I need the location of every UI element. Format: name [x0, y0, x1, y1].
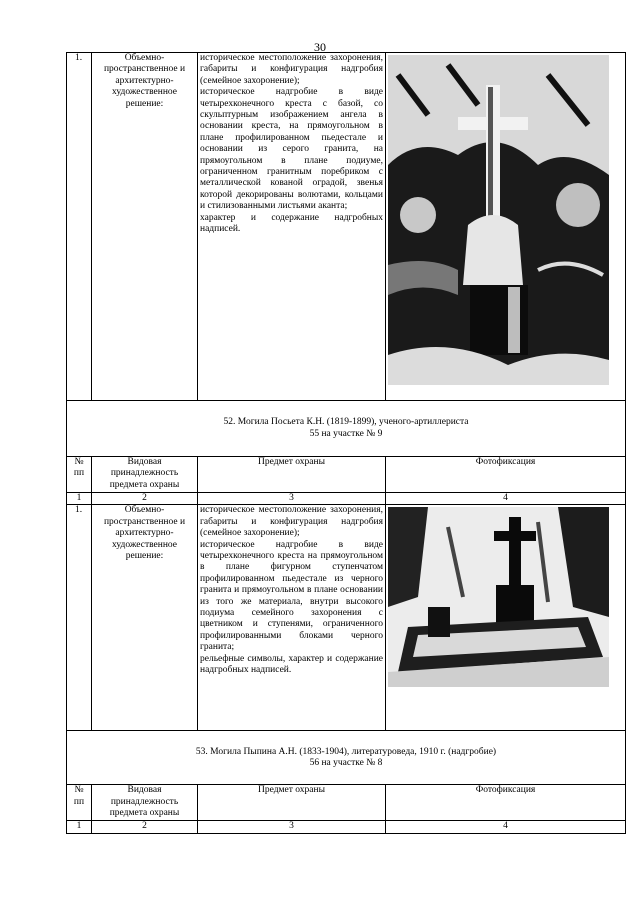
index-cell: 2 — [92, 821, 198, 833]
desc-paragraph: характер и содержание надгробных надписей. — [200, 212, 383, 235]
section-title-line: 53. Могила Пыпина А.Н. (1833-1904), литературоведа, 1910 г. (надгробие) — [195, 746, 497, 757]
photo-cell — [386, 505, 626, 731]
section-title-line: 52. Могила Посьета К.Н. (1819-1899), ученого-артиллериста — [223, 417, 469, 428]
header-col-number: № пп — [67, 457, 92, 493]
row-number: 1. — [67, 53, 92, 401]
protection-table — [66, 52, 626, 834]
table-row — [67, 505, 626, 731]
protection-subject — [198, 53, 386, 401]
row-number: 1. — [67, 505, 92, 731]
header-col-type: Видовая принадлежность предмета охраны — [92, 785, 198, 821]
header-col-number: № пп — [67, 785, 92, 821]
header-col-photo: Фотофиксация — [386, 457, 626, 493]
page-number: 30 — [314, 40, 326, 54]
index-cell: 4 — [386, 821, 626, 833]
header-row — [67, 457, 626, 493]
photo-cell — [386, 53, 626, 401]
table-row — [67, 53, 626, 401]
header-col-type: Видовая принадлежность предмета охраны — [92, 457, 198, 493]
header-row — [67, 785, 626, 821]
grave-photo-black-granite-cross — [388, 507, 609, 687]
desc-paragraph: историческое надгробие в виде четырехконечного креста на прямоугольном в плане фигурном ступенчатом профилированном пьедестале из черного гранита и прямоугольном в плане основании из того же материала, внутри высокого подиума семейного захоронения с цветником и ступенями, ограниченного профилированными блоками черного гранита; — [200, 539, 383, 653]
index-row — [67, 821, 626, 833]
desc-paragraph: историческое местоположение захоронения, габариты и конфигурация надгробия (семейное захоронение); — [200, 53, 383, 86]
protection-subject — [198, 505, 386, 731]
header-col-subject: Предмет охраны — [198, 457, 386, 493]
section-title — [67, 731, 626, 785]
section-title — [67, 401, 626, 457]
desc-paragraph: историческое местоположение захоронения, габариты и конфигурация надгробия (семейное захоронение); — [200, 505, 383, 539]
section-title-row — [67, 401, 626, 457]
index-cell: 1 — [67, 821, 92, 833]
index-cell: 4 — [386, 493, 626, 505]
index-cell: 3 — [198, 493, 386, 505]
index-cell: 2 — [92, 493, 198, 505]
header-col-photo: Фотофиксация — [386, 785, 626, 821]
section-title-line: 56 на участке № 8 — [309, 757, 383, 768]
desc-paragraph: историческое надгробие в виде четырехконечного креста с базой, со скульптурным изображением ангела в основании креста, на прямоугольном в плане профилированном пьедестале и основании из серого гранита, на прямоугольном в плане подиуме, ограниченном гранитным поребриком с металлической кованой оградой, звенья которой декорированы волютами, кольцами и стилизованными листьями аканта; — [200, 87, 383, 212]
index-row — [67, 493, 626, 505]
section-title-line: 55 на участке № 9 — [309, 428, 383, 439]
grave-photo-cross-angel — [388, 55, 609, 385]
header-col-subject: Предмет охраны — [198, 785, 386, 821]
section-title-row — [67, 731, 626, 785]
object-type: Объемно-пространственное и архитектурно-художественное решение: — [92, 505, 198, 731]
object-type: Объемно-пространственное и архитектурно-художественное решение: — [92, 53, 198, 401]
index-cell: 1 — [67, 493, 92, 505]
index-cell: 3 — [198, 821, 386, 833]
desc-paragraph: рельефные символы, характер и содержание надгробных надписей. — [200, 653, 383, 676]
